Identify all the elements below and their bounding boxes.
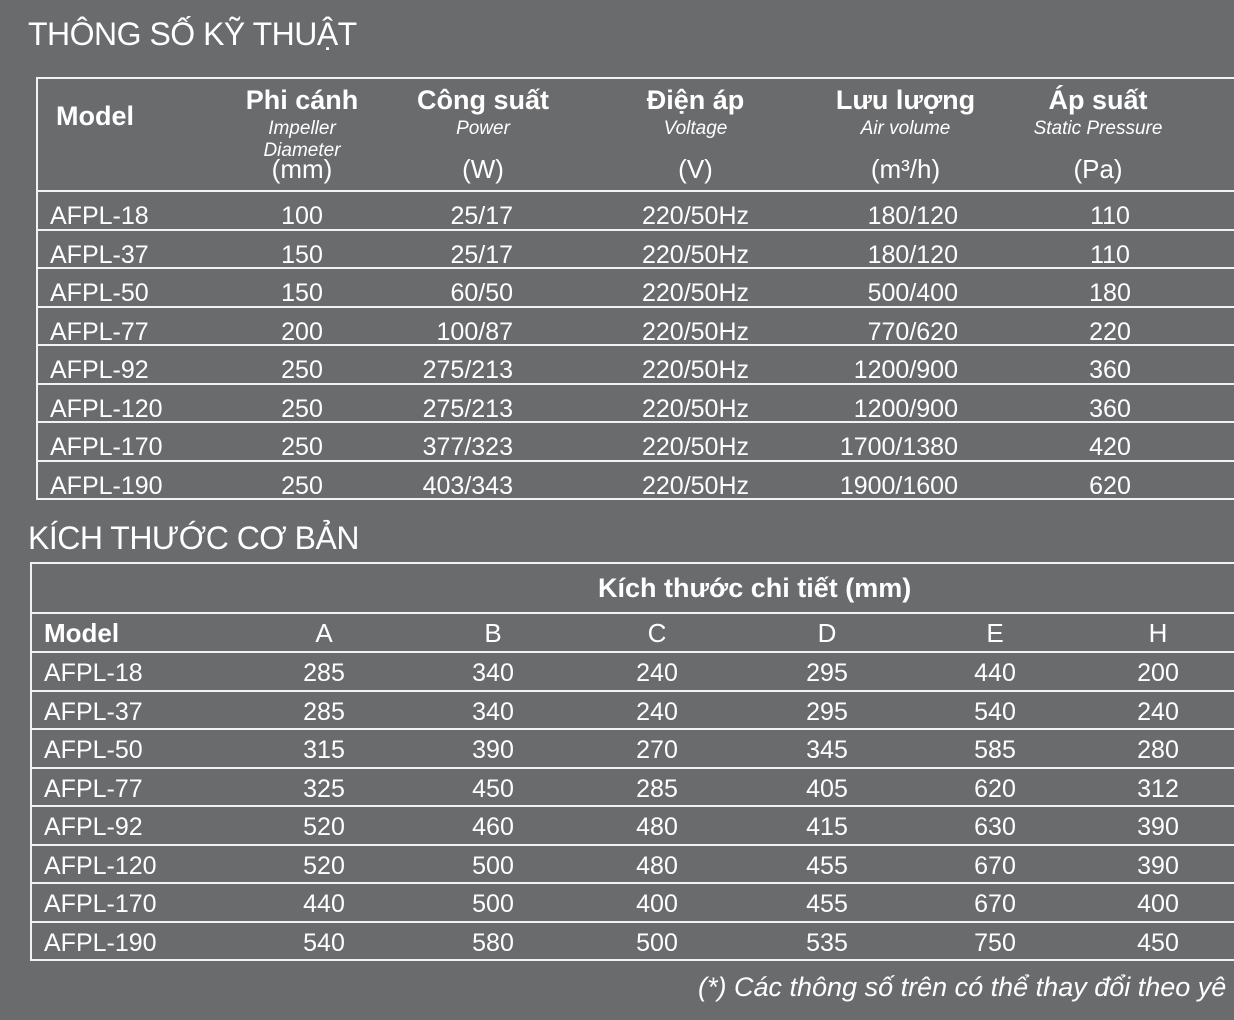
dim-cell-d: 415 <box>806 813 848 841</box>
spec-cell-model: AFPL-190 <box>50 471 163 500</box>
dim-cell-c: 400 <box>636 890 678 918</box>
dim-table-row <box>32 769 1234 808</box>
spec-header-voltage-unit: (V) <box>678 154 713 184</box>
dim-cell-d: 455 <box>806 890 848 918</box>
spec-cell-model: AFPL-92 <box>50 356 149 384</box>
dim-cell-c: 500 <box>636 928 678 957</box>
spec-table-row <box>38 192 1234 231</box>
spec-cell-impeller: 100 <box>281 202 323 230</box>
spec-header-pressure-main: Áp suất <box>1048 85 1148 115</box>
dim-cell-b: 460 <box>472 813 514 841</box>
dim-cell-e: 620 <box>974 774 1016 803</box>
dim-cell-b: 340 <box>472 659 514 687</box>
spec-cell-power: 25/17 <box>450 240 513 269</box>
spec-header-voltage-main: Điện áp <box>646 85 745 115</box>
spec-cell-airflow: 1200/900 <box>853 356 958 384</box>
spec-header-airflow-main: Lưu lượng <box>835 85 976 115</box>
dim-cell-model: AFPL-77 <box>44 774 143 803</box>
spec-cell-voltage: 220/50Hz <box>641 433 750 461</box>
dim-header-h: H <box>1148 618 1168 648</box>
dim-cell-a: 315 <box>303 736 345 764</box>
dim-cell-h: 312 <box>1137 774 1179 803</box>
spec-header-impeller-unit: (mm) <box>271 154 333 184</box>
dim-header-a: A <box>315 618 333 648</box>
dim-cell-b: 580 <box>472 928 514 957</box>
spec-header-power-unit: (W) <box>462 154 504 184</box>
dim-cell-a: 285 <box>303 697 345 726</box>
dim-header-c: C <box>647 618 667 648</box>
dim-table-row <box>32 923 1234 960</box>
spec-table-header <box>38 79 1234 192</box>
dim-cell-b: 500 <box>472 890 514 918</box>
dim-cell-model: AFPL-190 <box>44 928 157 957</box>
spec-cell-pressure: 360 <box>1089 356 1131 384</box>
spec-table-row <box>38 308 1234 347</box>
spec-cell-pressure: 110 <box>1090 240 1130 269</box>
spec-cell-power: 275/213 <box>422 394 513 423</box>
spec-table-row <box>38 462 1234 499</box>
dim-cell-model: AFPL-18 <box>44 659 143 687</box>
dim-header-e: E <box>986 618 1004 648</box>
dim-table-row <box>32 846 1234 885</box>
spec-header-impeller-sub2: Diameter <box>263 140 341 161</box>
spec-cell-model: AFPL-18 <box>50 202 149 230</box>
footnote: (*) Các thông số trên có thể thay đổi theo yê <box>698 972 1227 1002</box>
dim-cell-c: 240 <box>636 659 678 687</box>
dim-cell-c: 240 <box>636 697 678 726</box>
spec-cell-airflow: 500/400 <box>867 279 958 307</box>
spec-cell-pressure: 620 <box>1089 471 1131 500</box>
dim-cell-d: 535 <box>806 928 848 957</box>
spec-cell-power: 403/343 <box>422 471 513 500</box>
dim-table-header <box>32 614 1234 653</box>
spec-cell-model: AFPL-77 <box>50 317 149 346</box>
dim-cell-h: 280 <box>1137 736 1179 764</box>
spec-cell-voltage: 220/50Hz <box>641 202 750 230</box>
spec-cell-pressure: 110 <box>1090 202 1130 230</box>
spec-cell-model: AFPL-170 <box>50 433 163 461</box>
dim-cell-b: 500 <box>472 851 514 880</box>
spec-cell-impeller: 150 <box>281 279 323 307</box>
spec-cell-airflow: 180/120 <box>867 240 958 269</box>
dim-cell-e: 585 <box>974 736 1016 764</box>
spec-cell-pressure: 220 <box>1089 317 1131 346</box>
spec-table <box>36 77 1234 500</box>
spec-header-pressure-unit: (Pa) <box>1073 154 1123 184</box>
spec-header-impeller <box>234 79 370 190</box>
dim-cell-b: 340 <box>472 697 514 726</box>
dim-cell-c: 480 <box>636 851 678 880</box>
spec-cell-airflow: 770/620 <box>867 317 958 346</box>
dim-caption-text: Kích thước chi tiết (mm) <box>598 573 912 603</box>
spec-cell-pressure: 180 <box>1089 279 1131 307</box>
dim-cell-e: 440 <box>974 659 1016 687</box>
dim-cell-e: 750 <box>974 928 1016 957</box>
dim-table-caption <box>32 564 1234 614</box>
dim-cell-d: 345 <box>806 736 848 764</box>
spec-cell-voltage: 220/50Hz <box>641 471 750 500</box>
dim-table-row <box>32 730 1234 769</box>
dim-cell-a: 325 <box>303 774 345 803</box>
dim-header-b: B <box>484 618 502 648</box>
dim-cell-model: AFPL-92 <box>44 813 143 841</box>
dim-cell-a: 540 <box>303 928 345 957</box>
dim-cell-e: 540 <box>974 697 1016 726</box>
dim-cell-a: 520 <box>303 851 345 880</box>
spec-cell-voltage: 220/50Hz <box>641 356 750 384</box>
dim-cell-model: AFPL-37 <box>44 697 143 726</box>
dim-cell-model: AFPL-120 <box>44 851 157 880</box>
spec-cell-impeller: 250 <box>281 394 323 423</box>
dim-table-row <box>32 692 1234 731</box>
spec-header-impeller-main: Phi cánh <box>245 85 359 115</box>
dim-header-model: Model <box>44 618 120 648</box>
dim-cell-c: 285 <box>636 774 678 803</box>
dim-cell-c: 270 <box>636 736 678 764</box>
spec-table-row <box>38 231 1234 270</box>
spec-cell-impeller: 250 <box>281 471 323 500</box>
spec-cell-power: 100/87 <box>436 317 513 346</box>
spec-table-row <box>38 385 1234 424</box>
spec-header-voltage <box>623 79 768 190</box>
spec-cell-airflow: 1200/900 <box>853 394 958 423</box>
dim-cell-d: 405 <box>806 774 848 803</box>
spec-cell-model: AFPL-37 <box>50 240 149 269</box>
spec-section-title: THÔNG SỐ KỸ THUẬT <box>28 16 357 52</box>
spec-table-row <box>38 269 1234 308</box>
dim-cell-e: 630 <box>974 813 1016 841</box>
spec-cell-voltage: 220/50Hz <box>641 394 750 423</box>
dim-table <box>30 562 1234 961</box>
dim-header-d: D <box>817 618 837 648</box>
dim-table-row <box>32 807 1234 846</box>
spec-header-power <box>398 79 568 190</box>
spec-cell-power: 275/213 <box>422 356 513 384</box>
dim-cell-h: 450 <box>1137 928 1179 957</box>
dim-cell-b: 390 <box>472 736 514 764</box>
spec-cell-impeller: 150 <box>281 240 323 269</box>
dim-cell-h: 400 <box>1137 890 1179 918</box>
spec-cell-airflow: 180/120 <box>867 202 958 230</box>
dim-cell-model: AFPL-50 <box>44 736 143 764</box>
spec-cell-power: 60/50 <box>450 279 513 307</box>
spec-cell-pressure: 420 <box>1089 433 1131 461</box>
dim-section-title: KÍCH THƯỚC CƠ BẢN <box>28 520 359 556</box>
dim-table-row <box>32 653 1234 692</box>
spec-table-row <box>38 423 1234 462</box>
spec-cell-airflow: 1900/1600 <box>839 471 958 500</box>
spec-cell-model: AFPL-50 <box>50 279 149 307</box>
spec-cell-impeller: 200 <box>281 317 323 346</box>
dim-cell-h: 390 <box>1137 813 1179 841</box>
spec-table-row <box>38 346 1234 385</box>
spec-header-airflow <box>823 79 988 190</box>
spec-header-voltage-sub: Voltage <box>663 118 728 139</box>
dim-cell-d: 455 <box>806 851 848 880</box>
spec-cell-power: 25/17 <box>450 202 513 230</box>
dim-cell-a: 440 <box>303 890 345 918</box>
spec-header-impeller-sub1: Impeller <box>268 118 336 139</box>
dim-table-row <box>32 884 1234 923</box>
dim-cell-d: 295 <box>806 697 848 726</box>
spec-cell-airflow: 1700/1380 <box>839 433 958 461</box>
dim-cell-c: 480 <box>636 813 678 841</box>
spec-header-power-main: Công suất <box>417 85 549 115</box>
dim-cell-a: 520 <box>303 813 345 841</box>
dim-cell-a: 285 <box>303 659 345 687</box>
dim-cell-h: 200 <box>1137 659 1179 687</box>
spec-header-pressure-sub: Static Pressure <box>1033 118 1163 139</box>
dim-cell-b: 450 <box>472 774 514 803</box>
spec-header-power-sub: Power <box>456 118 510 139</box>
spec-header-airflow-sub: Air volume <box>860 118 951 139</box>
spec-cell-voltage: 220/50Hz <box>641 240 750 269</box>
dim-cell-h: 390 <box>1137 851 1179 880</box>
spec-cell-model: AFPL-120 <box>50 394 163 423</box>
dim-cell-model: AFPL-170 <box>44 890 157 918</box>
spec-cell-impeller: 250 <box>281 356 323 384</box>
dim-cell-e: 670 <box>974 890 1016 918</box>
spec-cell-voltage: 220/50Hz <box>641 279 750 307</box>
spec-cell-voltage: 220/50Hz <box>641 317 750 346</box>
spec-header-pressure <box>1023 79 1173 190</box>
dim-cell-d: 295 <box>806 659 848 687</box>
dim-cell-e: 670 <box>974 851 1016 880</box>
spec-cell-power: 377/323 <box>422 433 513 461</box>
spec-header-airflow-unit: (m³/h) <box>870 154 941 184</box>
spec-cell-impeller: 250 <box>281 433 323 461</box>
spec-cell-pressure: 360 <box>1089 394 1131 423</box>
spec-header-model: Model <box>56 101 134 131</box>
dim-cell-h: 240 <box>1137 697 1179 726</box>
